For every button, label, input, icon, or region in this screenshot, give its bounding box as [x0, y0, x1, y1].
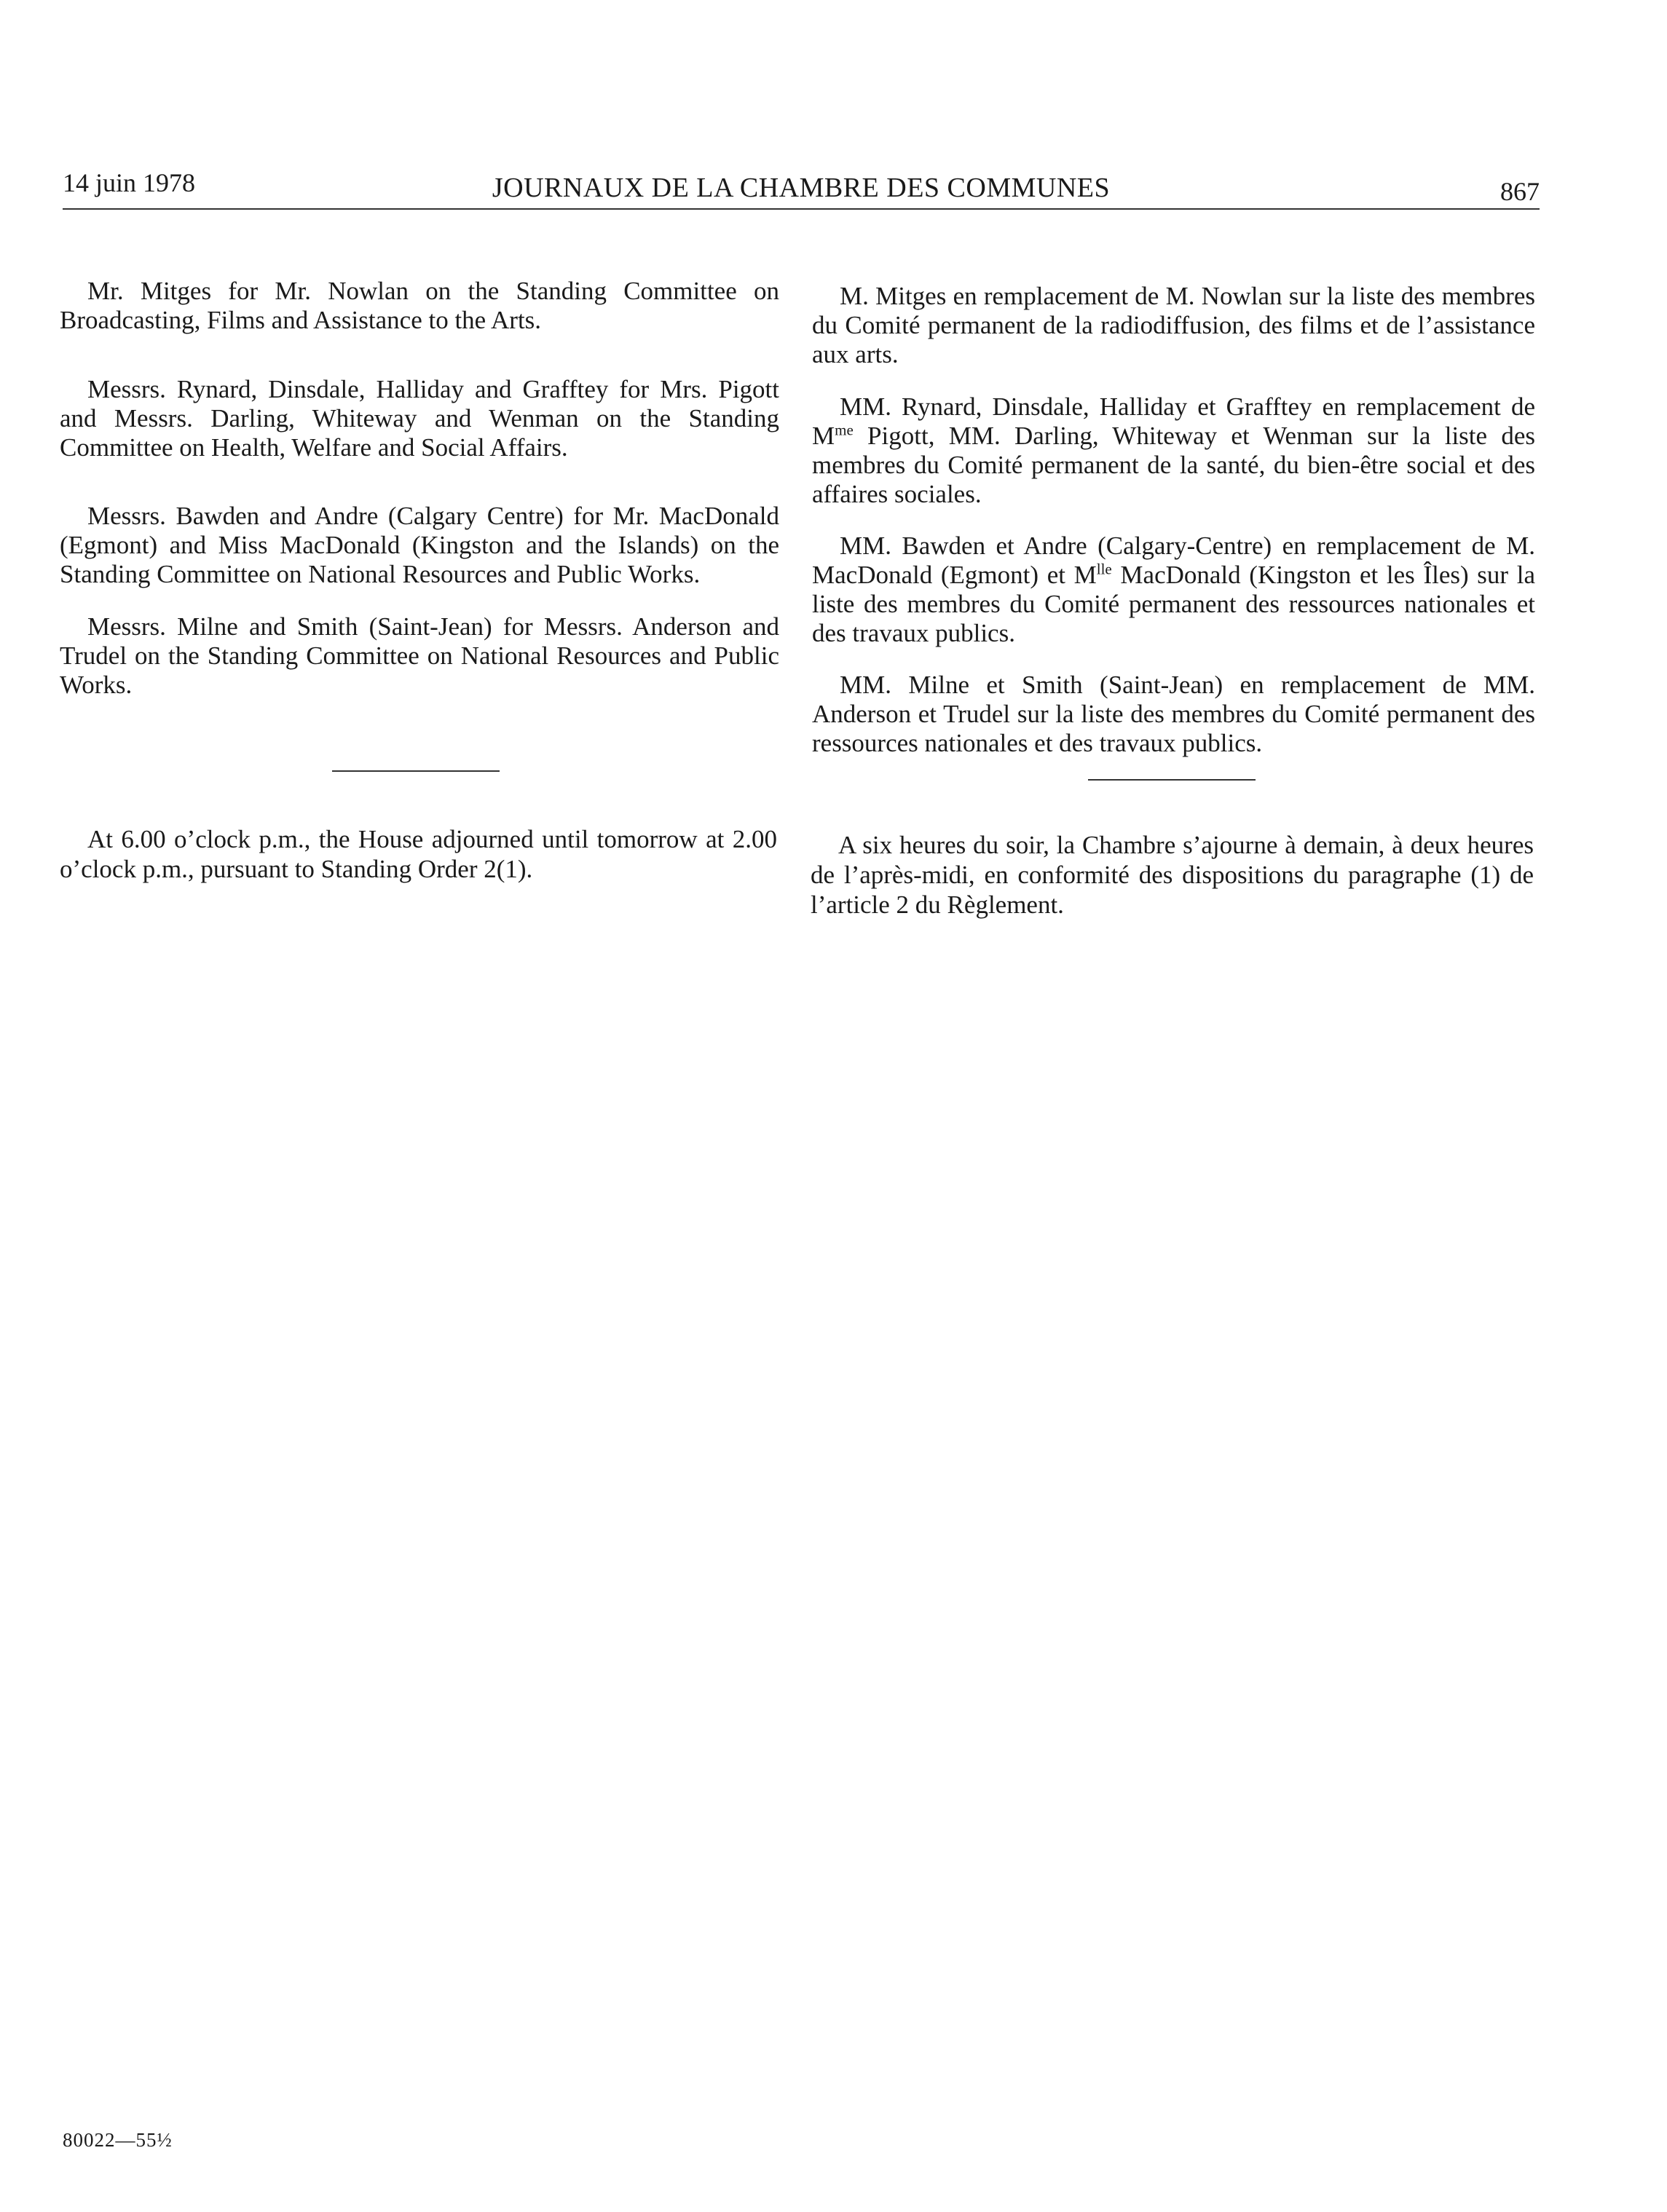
french-paragraph — [812, 532, 1535, 648]
french-paragraph-text: MM. Bawden et Andre (Calgary-Centre) en remplacement de M. MacDonald (Egmont) et M — [812, 532, 1535, 589]
page-number: 867 — [1500, 177, 1540, 206]
header-rule — [63, 208, 1540, 210]
madame-superscript: me — [835, 421, 854, 439]
english-paragraph: Mr. Mitges for Mr. Nowlan on the Standing Committee on Broadcasting, Films and Assistance to the Arts. — [60, 277, 779, 334]
french-paragraph-text: MacDonald (Kingston et les Îles) sur la liste des membres du Comité permanent des ressources nationales et des travaux publics. — [812, 561, 1535, 647]
english-adjournment: At 6.00 o’clock p.m., the House adjourned until tomorrow at 2.00 o’clock p.m., pursuant to Standing Order 2(1). — [60, 825, 777, 883]
english-paragraph: Messrs. Milne and Smith (Saint-Jean) for Messrs. Anderson and Trudel on the Standing Committee on National Resources and Public Works. — [60, 612, 779, 699]
english-paragraph: Messrs. Rynard, Dinsdale, Halliday and Grafftey for Mrs. Pigott and Messrs. Darling, Whiteway and Wenman on the Standing Committee on Health, Welfare and Social Affairs. — [60, 375, 779, 462]
header-date: 14 juin 1978 — [63, 168, 196, 197]
french-paragraph: M. Mitges en remplacement de M. Nowlan sur la liste des membres du Comité permanent de la radiodiffusion, des films et de l’assistance aux arts. — [812, 282, 1535, 368]
english-section-divider — [332, 770, 500, 772]
french-paragraph: MM. Milne et Smith (Saint-Jean) en remplacement de MM. Anderson et Trudel sur la liste des membres du Comité permanent des ressources nationales et des travaux publics. — [812, 671, 1535, 757]
french-adjournment: A six heures du soir, la Chambre s’ajourne à demain, à deux heures de l’après-midi, en conformité des dispositions du paragraphe (1) de l’article 2 du Règlement. — [811, 831, 1534, 919]
french-paragraph-text: MM. Rynard, Dinsdale, Halliday et Grafftey en remplacement de M — [812, 392, 1535, 450]
english-paragraph: Messrs. Bawden and Andre (Calgary Centre) for Mr. MacDonald (Egmont) and Miss MacDonald (Kingston and the Islands) on the Standing Committee on National Resources and Public Works. — [60, 502, 779, 588]
french-section-divider — [1088, 779, 1256, 781]
running-header — [63, 165, 1540, 208]
footer-code: 80022—55½ — [63, 2129, 173, 2151]
french-paragraph — [812, 392, 1535, 509]
mademoiselle-superscript: lle — [1096, 560, 1112, 578]
english-column — [60, 277, 779, 700]
french-paragraph-text: Pigott, MM. Darling, Whiteway et Wenman sur la liste des membres du Comité permanent de la santé, du bien-être social et des affaires sociales. — [812, 422, 1535, 508]
french-column — [812, 282, 1535, 758]
header-title: JOURNAUX DE LA CHAMBRE DES COMMUNES — [492, 173, 1111, 203]
